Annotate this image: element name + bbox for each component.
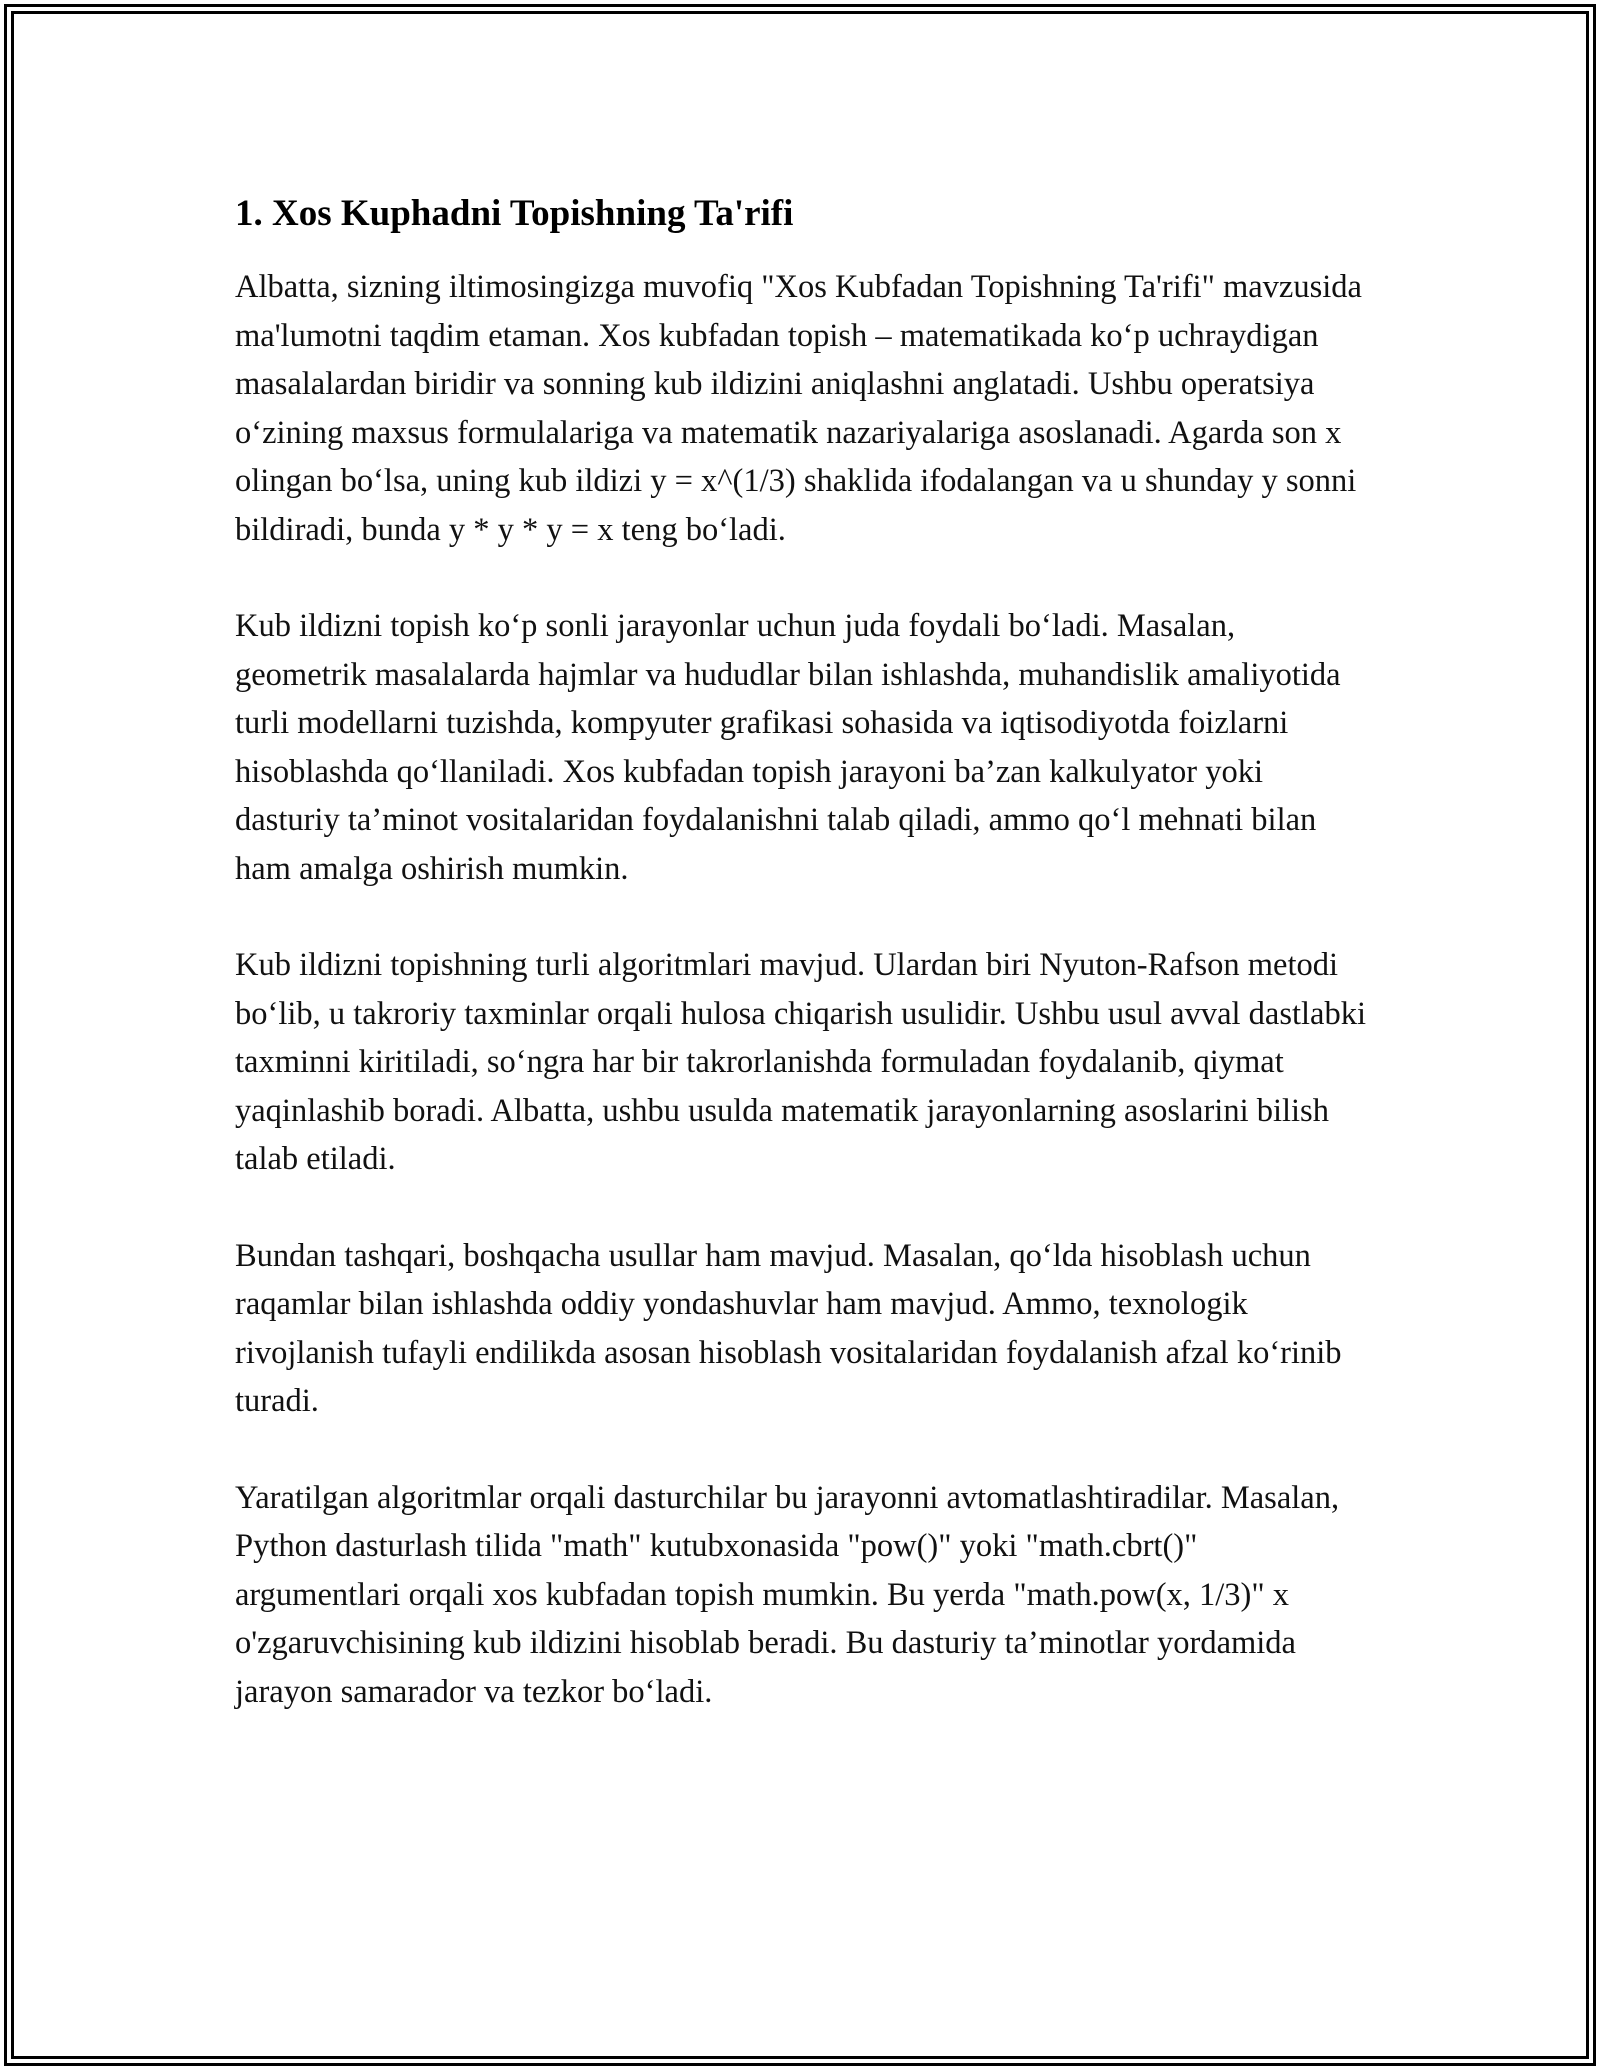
paragraph-1: Albatta, sizning iltimosingizga muvofiq "Xos Kubfadan Topishning Ta'rifi" mavzusida ma'lumotni taqdim etaman. Xos kubfadan topish – matematikada ko‘p uchraydigan masalalardan biridir va sonning kub ildizini aniqlashni anglatadi. Ushbu operatsiya o‘zining maxsus formulalariga va matematik nazariyalariga asoslanadi. Agarda son x olingan bo‘lsa, uning kub ildizi y = x^(1/3) shaklida ifodalangan va u shunday y sonni bildiradi, bunda y * y * y = x teng bo‘ladi. (235, 269, 1362, 548)
section-title: 1. Xos Kuphadni Topishning Ta'rifi (235, 193, 794, 234)
paragraph-2: Kub ildizni topish ko‘p sonli jarayonlar uchun juda foydali bo‘ladi. Masalan, geometrik masalalarda hajmlar va hududlar bilan ishlashda, muhandislik amaliyotida turli modellarni tuzishda, kompyuter grafikasi sohasida va iqtisodiyotda foizlarni hisoblashda qo‘llaniladi. Xos kubfadan topish jarayoni ba’zan kalkulyator yoki dasturiy ta’minot vositalaridan foydalanishni talab qiladi, ammo qo‘l mehnati bilan ham amalga oshirish mumkin. (235, 608, 1341, 887)
paragraph-4: Bundan tashqari, boshqacha usullar ham mavjud. Masalan, qo‘lda hisoblash uchun raqamlar bilan ishlashda oddiy yondashuvlar ham mavjud. Ammo, texnologik rivojlanish tufayli endilikda asosan hisoblash vositalaridan foydalanish afzal ko‘rinib turadi. (235, 1237, 1342, 1419)
paragraph-3: Kub ildizni topishning turli algoritmlari mavjud. Ulardan biri Nyuton-Rafson metodi bo‘lib, u takroriy taxminlar orqali hulosa chiqarish usulidir. Ushbu usul avval dastlabki taxminni kiritiladi, so‘ngra har bir takrorlanishda formuladan foydalanib, qiymat yaqinlashib boradi. Albatta, ushbu usulda matematik jarayonlarning asoslarini bilish talab etiladi. (235, 947, 1366, 1177)
paragraph-5: Yaratilgan algoritmlar orqali dasturchilar bu jarayonni avtomatlashtiradilar. Masalan, Python dasturlash tilida "math" kutubxonasida "pow()" yoki "math.cbrt()" argumentlari orqali xos kubfadan topish mumkin. Bu yerda "math.pow(x, 1/3)" x o'zgaruvchisining kub ildizini hisoblab beradi. Bu dasturiy ta’minotlar yordamida jarayon samarador va tezkor bo‘ladi. (235, 1479, 1340, 1710)
document-body (235, 185, 1370, 1764)
